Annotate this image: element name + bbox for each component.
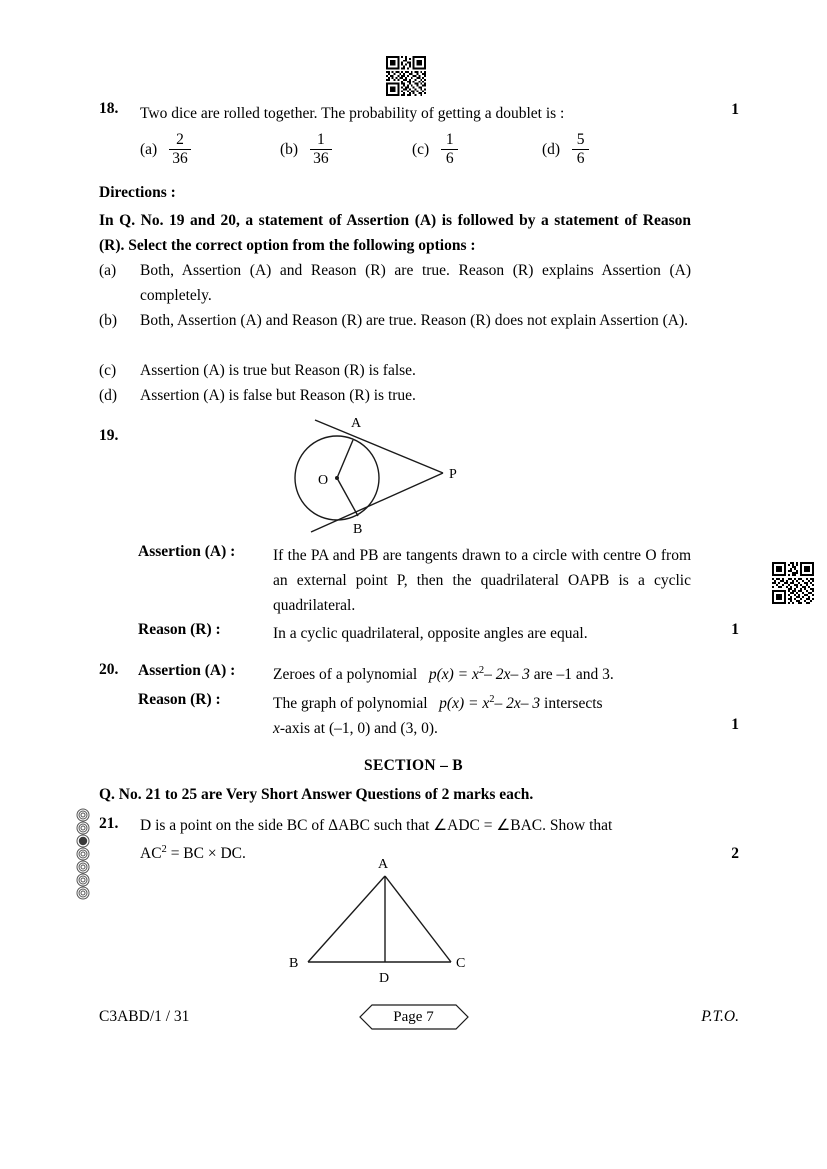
q20-reason-label: Reason (R) : bbox=[138, 691, 221, 708]
q20-reason-line2 bbox=[273, 716, 691, 741]
section-b-title: SECTION – B bbox=[364, 757, 463, 774]
direction-option-b-label: (b) bbox=[99, 312, 118, 329]
direction-option-a-text: Both, Assertion (A) and Reason (R) are true. Reason (R) explains Assertion (A) completely. bbox=[140, 262, 691, 304]
direction-option-c bbox=[99, 358, 691, 383]
q19-assertion-label: Assertion (A) : bbox=[138, 543, 236, 560]
ring-mark-7 bbox=[77, 887, 89, 899]
q21-line2-post: = BC × DC. bbox=[166, 845, 246, 862]
section-b-instruction: Q. No. 21 to 25 are Very Short Answer Questions of 2 marks each. bbox=[99, 786, 534, 803]
option-a-fraction bbox=[169, 132, 191, 166]
q19-reason-text: In a cyclic quadrilateral, opposite angles are equal. bbox=[273, 625, 588, 642]
option-d-numerator: 5 bbox=[576, 131, 585, 148]
q20-assertion-text bbox=[273, 662, 691, 687]
option-d-fraction bbox=[572, 132, 589, 166]
direction-option-a bbox=[99, 258, 691, 308]
option-b-numerator: 1 bbox=[316, 131, 325, 148]
q20-assertion-formula: $p(x) = x^2-$ 2x– 3 bbox=[428, 664, 530, 683]
q20-reason-formula: $p(x) = x^2-$ 2x– 3 bbox=[439, 693, 541, 712]
ring-mark-4 bbox=[77, 848, 89, 860]
direction-option-b bbox=[99, 308, 691, 333]
question-21-number: 21. bbox=[99, 815, 119, 832]
ring-mark-3-filled bbox=[77, 835, 89, 847]
q20-assertion-label: Assertion (A) : bbox=[138, 662, 236, 679]
option-b[interactable] bbox=[280, 133, 332, 167]
directions-body: In Q. No. 19 and 20, a statement of Assertion (A) is followed by a statement of Reason (R). Select the correct option from the following options : bbox=[99, 212, 691, 254]
option-d-label: (d) bbox=[542, 141, 561, 158]
option-c-label: (c) bbox=[412, 141, 430, 158]
label-a: A bbox=[351, 416, 362, 431]
option-a-numerator: 2 bbox=[176, 131, 184, 148]
ring-mark-2 bbox=[77, 822, 89, 834]
q21-line2-exponent: 2 bbox=[161, 843, 167, 855]
question-21-line1: D is a point on the side BC of ΔABC such that ∠ADC = ∠BAC. Show that bbox=[140, 817, 613, 834]
page-number-label: Page 7 bbox=[393, 1008, 434, 1025]
direction-option-b-text: Both, Assertion (A) and Reason (R) are true. Reason (R) does not explain Assertion (A). bbox=[140, 312, 688, 329]
q20-reason-post: intersects bbox=[544, 695, 603, 712]
directions-title: Directions : bbox=[99, 184, 176, 201]
option-c-fraction bbox=[441, 132, 458, 166]
question-21-line2 bbox=[140, 845, 246, 863]
question-20-marks: 1 bbox=[731, 716, 739, 733]
label-d: D bbox=[379, 971, 390, 986]
q20-axis-var: x bbox=[273, 720, 280, 737]
q20-assertion-post: are –1 and 3. bbox=[533, 666, 614, 683]
tangent-line-pb bbox=[311, 473, 443, 532]
option-c-denominator: 6 bbox=[445, 149, 454, 167]
q20-assertion-pre: Zeroes of a polynomial bbox=[273, 666, 418, 683]
side-ac bbox=[385, 876, 451, 962]
question-18-options bbox=[140, 133, 710, 173]
question-18-stem: Two dice are rolled together. The probability of getting a doublet is : bbox=[140, 105, 565, 122]
question-19-figure-circle-tangents bbox=[265, 410, 485, 535]
option-b-denominator: 36 bbox=[313, 149, 329, 167]
direction-option-d bbox=[99, 383, 691, 408]
label-p: P bbox=[449, 467, 457, 482]
option-a-denominator: 36 bbox=[172, 149, 188, 167]
label-c: C bbox=[456, 956, 466, 971]
question-18-marks: 1 bbox=[731, 101, 739, 118]
option-b-label: (b) bbox=[280, 141, 299, 158]
direction-option-a-label: (a) bbox=[99, 262, 117, 279]
question-21-marks: 2 bbox=[731, 845, 739, 862]
direction-option-d-label: (d) bbox=[99, 387, 118, 404]
q20-reason-pre: The graph of polynomial bbox=[273, 695, 428, 712]
q20-reason-text bbox=[273, 691, 691, 716]
question-20-number: 20. bbox=[99, 661, 119, 678]
q20-reason-line2-text: -axis at (–1, 0) and (3, 0). bbox=[279, 720, 438, 737]
ring-mark-6 bbox=[77, 874, 89, 886]
label-b: B bbox=[353, 522, 363, 535]
qr-code-top bbox=[386, 56, 426, 96]
tangent-line-pa bbox=[315, 420, 443, 473]
question-18-number: 18. bbox=[99, 100, 119, 117]
qr-code-side bbox=[772, 562, 814, 604]
direction-option-c-text: Assertion (A) is true but Reason (R) is false. bbox=[140, 362, 416, 379]
option-a-label: (a) bbox=[140, 141, 158, 158]
footer-pto: P.T.O. bbox=[701, 1008, 739, 1025]
q21-line2-pre: AC bbox=[140, 845, 162, 862]
footer-paper-code: C3ABD/1 / 31 bbox=[99, 1008, 190, 1025]
option-c-numerator: 1 bbox=[445, 131, 454, 148]
registration-marks bbox=[71, 808, 95, 904]
q19-reason-label: Reason (R) : bbox=[138, 621, 221, 638]
option-d[interactable] bbox=[542, 133, 589, 167]
option-a[interactable] bbox=[140, 133, 191, 167]
label-a: A bbox=[378, 857, 389, 872]
center-dot bbox=[335, 476, 339, 480]
question-19-number: 19. bbox=[99, 427, 119, 444]
page-number-badge bbox=[359, 1004, 469, 1030]
question-21-figure-triangle bbox=[275, 850, 490, 990]
side-ab bbox=[308, 876, 385, 962]
label-o: O bbox=[318, 473, 329, 488]
option-d-denominator: 6 bbox=[576, 149, 585, 167]
option-b-fraction bbox=[310, 132, 332, 166]
label-b: B bbox=[289, 956, 299, 971]
question-19-marks: 1 bbox=[731, 621, 739, 638]
direction-option-c-label: (c) bbox=[99, 362, 117, 379]
ring-mark-1 bbox=[77, 809, 89, 821]
ring-mark-5 bbox=[77, 861, 89, 873]
radius-ob bbox=[337, 478, 358, 516]
direction-option-d-text: Assertion (A) is false but Reason (R) is true. bbox=[140, 387, 416, 404]
q19-assertion-text: If the PA and PB are tangents drawn to a circle with centre O from an external point P, then the quadrilateral OAPB is a cyclic quadrilateral. bbox=[273, 547, 691, 614]
radius-oa bbox=[337, 440, 353, 478]
option-c[interactable] bbox=[412, 133, 458, 167]
